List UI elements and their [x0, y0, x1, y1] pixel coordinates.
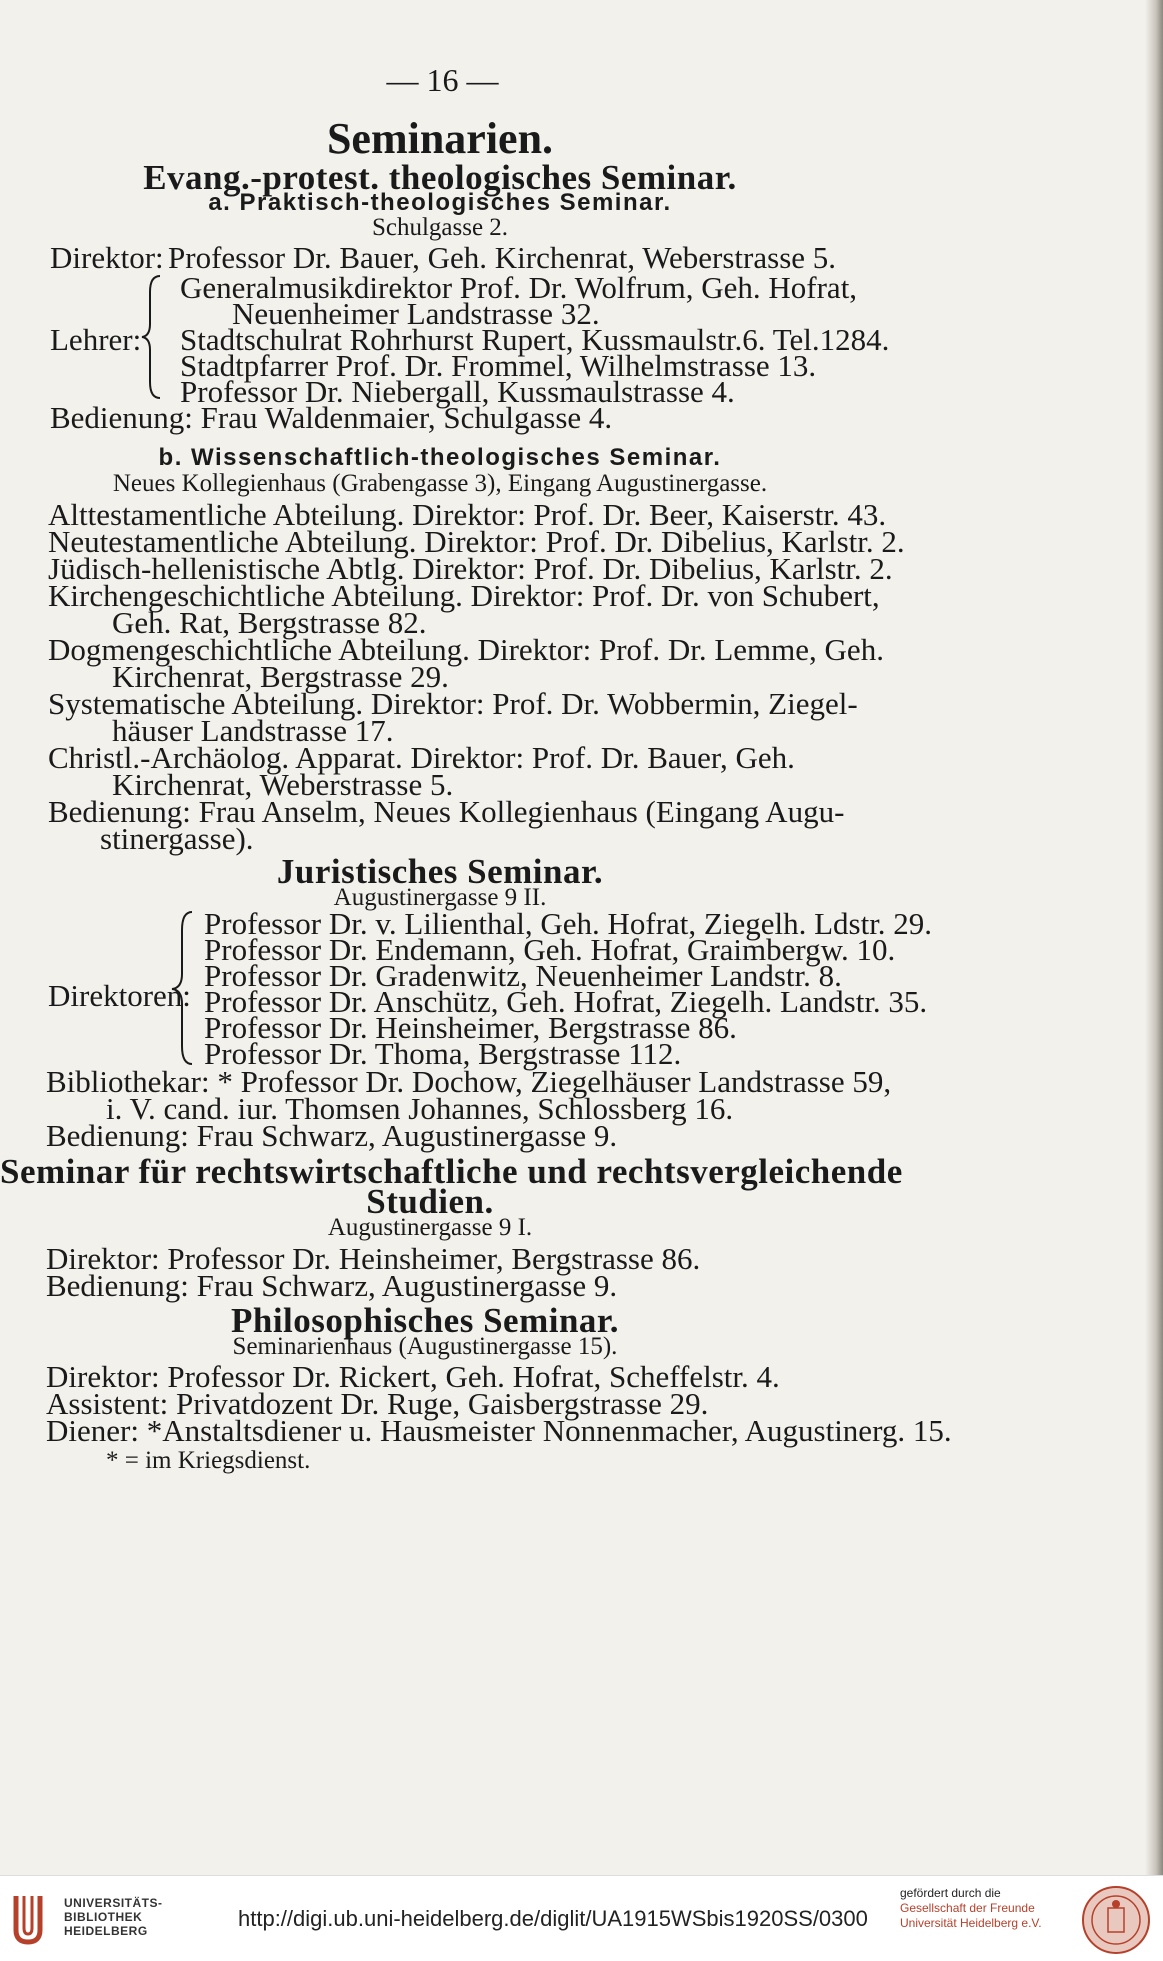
- source-url-link[interactable]: http://digi.ub.uni-heidelberg.de/diglit/UA1915WSbis1920SS/0300: [238, 1906, 868, 1931]
- lehrer-line: Stadtpfarrer Prof. Dr. Frommel, Wilhelmstrasse 13.: [180, 348, 817, 383]
- library-line: HEIDELBERG: [64, 1924, 148, 1938]
- abteilung-line: Geh. Rat, Bergstrasse 82.: [112, 605, 427, 640]
- heading-wissenschaftlich-seminar: b. Wissenschaftlich-theologisches Seminar.: [158, 444, 722, 471]
- heading-praktisch-seminar: a. Praktisch-theologisches Seminar.: [208, 189, 672, 216]
- direktoren-label: Direktoren:: [48, 978, 191, 1013]
- heading-juristisches-seminar: Juristisches Seminar.: [276, 852, 604, 891]
- abteilung-line: Christl.-Archäolog. Apparat. Direktor: Prof. Dr. Bauer, Geh.: [48, 740, 795, 775]
- lehrer-label: Lehrer:: [50, 322, 142, 357]
- address-wissenschaftlich: Neues Kollegienhaus (Grabengasse 3), Eingang Augustinergasse.: [112, 470, 768, 497]
- lehrer-line: Stadtschulrat Rohrhurst Rupert, Kussmaulstr.6. Tel.1284.: [180, 322, 890, 357]
- ub-heidelberg-logo-icon: [10, 1888, 54, 1948]
- page-number: — 16 —: [386, 62, 499, 98]
- diener-philosophisches: Diener: *Anstaltsdiener u. Hausmeister Nonnenmacher, Augustinerg. 15.: [46, 1413, 952, 1448]
- lehrer-line: Neuenheimer Landstrasse 32.: [232, 296, 600, 331]
- abteilung-line: stinergasse).: [100, 821, 254, 856]
- library-line: BIBLIOTHEK: [64, 1910, 143, 1924]
- direktor-line: Professor Dr. Anschütz, Geh. Hofrat, Ziegelh. Landstr. 35.: [204, 984, 928, 1019]
- heading-evang-seminar: Evang.-protest. theologisches Seminar.: [143, 158, 737, 197]
- university-seal-icon: [1080, 1884, 1152, 1956]
- address-philosophisches: Seminarienhaus (Augustinergasse 15).: [232, 1333, 618, 1360]
- sponsor-line: Universität Heidelberg e.V.: [900, 1916, 1042, 1930]
- address-juristisches: Augustinergasse 9 II.: [333, 884, 547, 911]
- sponsor-text: [900, 1886, 1042, 1931]
- sponsor-line: gefördert durch die: [900, 1886, 1001, 1900]
- brace-direktoren: [168, 908, 198, 1068]
- bedienung-praktisch: Bedienung: Frau Waldenmaier, Schulgasse 4.: [50, 400, 613, 435]
- direktor-line: Professor Dr. Endemann, Geh. Hofrat, Graimbergw. 10.: [204, 932, 896, 967]
- direktor-line: Professor Dr. v. Lilienthal, Geh. Hofrat, Ziegelh. Ldstr. 29.: [204, 906, 933, 941]
- address-rechts: Augustinergasse 9 I.: [327, 1214, 533, 1241]
- heading-rechts-seminar-cont: Studien.: [366, 1182, 494, 1221]
- direktor-philosophisches: Direktor: Professor Dr. Rickert, Geh. Hofrat, Scheffelstr. 4.: [46, 1359, 780, 1394]
- direktor-text: Professor Dr. Bauer, Geh. Kirchenrat, Weberstrasse 5.: [168, 240, 837, 275]
- bibliothekar-line: Bibliothekar: * Professor Dr. Dochow, Ziegelhäuser Landstrasse 59,: [46, 1064, 892, 1099]
- footer-bar: [0, 1875, 1163, 1961]
- page-edge-shadow: [1145, 0, 1163, 1875]
- sponsor-line: Gesellschaft der Freunde: [900, 1901, 1035, 1915]
- abteilung-line: Dogmengeschichtliche Abteilung. Direktor: Prof. Dr. Lemme, Geh.: [48, 632, 884, 667]
- direktor-rechts: Direktor: Professor Dr. Heinsheimer, Bergstrasse 86.: [46, 1241, 701, 1276]
- abteilung-line: Jüdisch-hellenistische Abtlg. Direktor: Prof. Dr. Dibelius, Karlstr. 2.: [48, 551, 893, 586]
- abteilung-line: Kirchenrat, Bergstrasse 29.: [112, 659, 449, 694]
- ub-library-name: [64, 1896, 163, 1938]
- abteilung-line: häuser Landstrasse 17.: [112, 713, 394, 748]
- lehrer-line: Generalmusikdirektor Prof. Dr. Wolfrum, Geh. Hofrat,: [180, 270, 858, 305]
- abteilung-line: Kirchengeschichtliche Abteilung. Direktor: Prof. Dr. von Schubert,: [48, 578, 880, 613]
- heading-philosophisches-seminar: Philosophisches Seminar.: [230, 1301, 619, 1340]
- abteilung-line: Alttestamentliche Abteilung. Direktor: Prof. Dr. Beer, Kaiserstr. 43.: [48, 497, 887, 532]
- bedienung-juristisches: Bedienung: Frau Schwarz, Augustinergasse 9.: [46, 1118, 618, 1153]
- direktor-line: Professor Dr. Thoma, Bergstrasse 112.: [204, 1036, 682, 1071]
- address-praktisch: Schulgasse 2.: [371, 214, 509, 241]
- direktor-label: Direktor:: [50, 240, 164, 275]
- heading-rechts-seminar: Seminar für rechtswirtschaftliche und rechtsvergleichende: [0, 1152, 903, 1191]
- abteilung-line: Systematische Abteilung. Direktor: Prof. Dr. Wobbermin, Ziegel-: [48, 686, 858, 721]
- library-line: UNIVERSITÄTS-: [64, 1896, 163, 1910]
- direktor-line: Professor Dr. Gradenwitz, Neuenheimer Landstr. 8.: [204, 958, 842, 993]
- abteilung-line: Neutestamentliche Abteilung. Direktor: Prof. Dr. Dibelius, Karlstr. 2.: [48, 524, 905, 559]
- abteilung-line: Bedienung: Frau Anselm, Neues Kollegienhaus (Eingang Augu-: [48, 794, 845, 829]
- lehrer-line: Professor Dr. Niebergall, Kussmaulstrasse 4.: [180, 374, 735, 409]
- assistent-philosophisches: Assistent: Privatdozent Dr. Ruge, Gaisbergstrasse 29.: [46, 1386, 709, 1421]
- bibliothekar-cont: i. V. cand. iur. Thomsen Johannes, Schlossberg 16.: [106, 1091, 734, 1126]
- bedienung-rechts: Bedienung: Frau Schwarz, Augustinergasse 9.: [46, 1268, 618, 1303]
- direktor-line: Professor Dr. Heinsheimer, Bergstrasse 86.: [204, 1010, 737, 1045]
- brace-lehrer: [140, 272, 166, 402]
- page-title: Seminarien.: [326, 114, 554, 163]
- abteilung-line: Kirchenrat, Weberstrasse 5.: [112, 767, 454, 802]
- footnote: * = im Kriegsdienst.: [106, 1447, 311, 1474]
